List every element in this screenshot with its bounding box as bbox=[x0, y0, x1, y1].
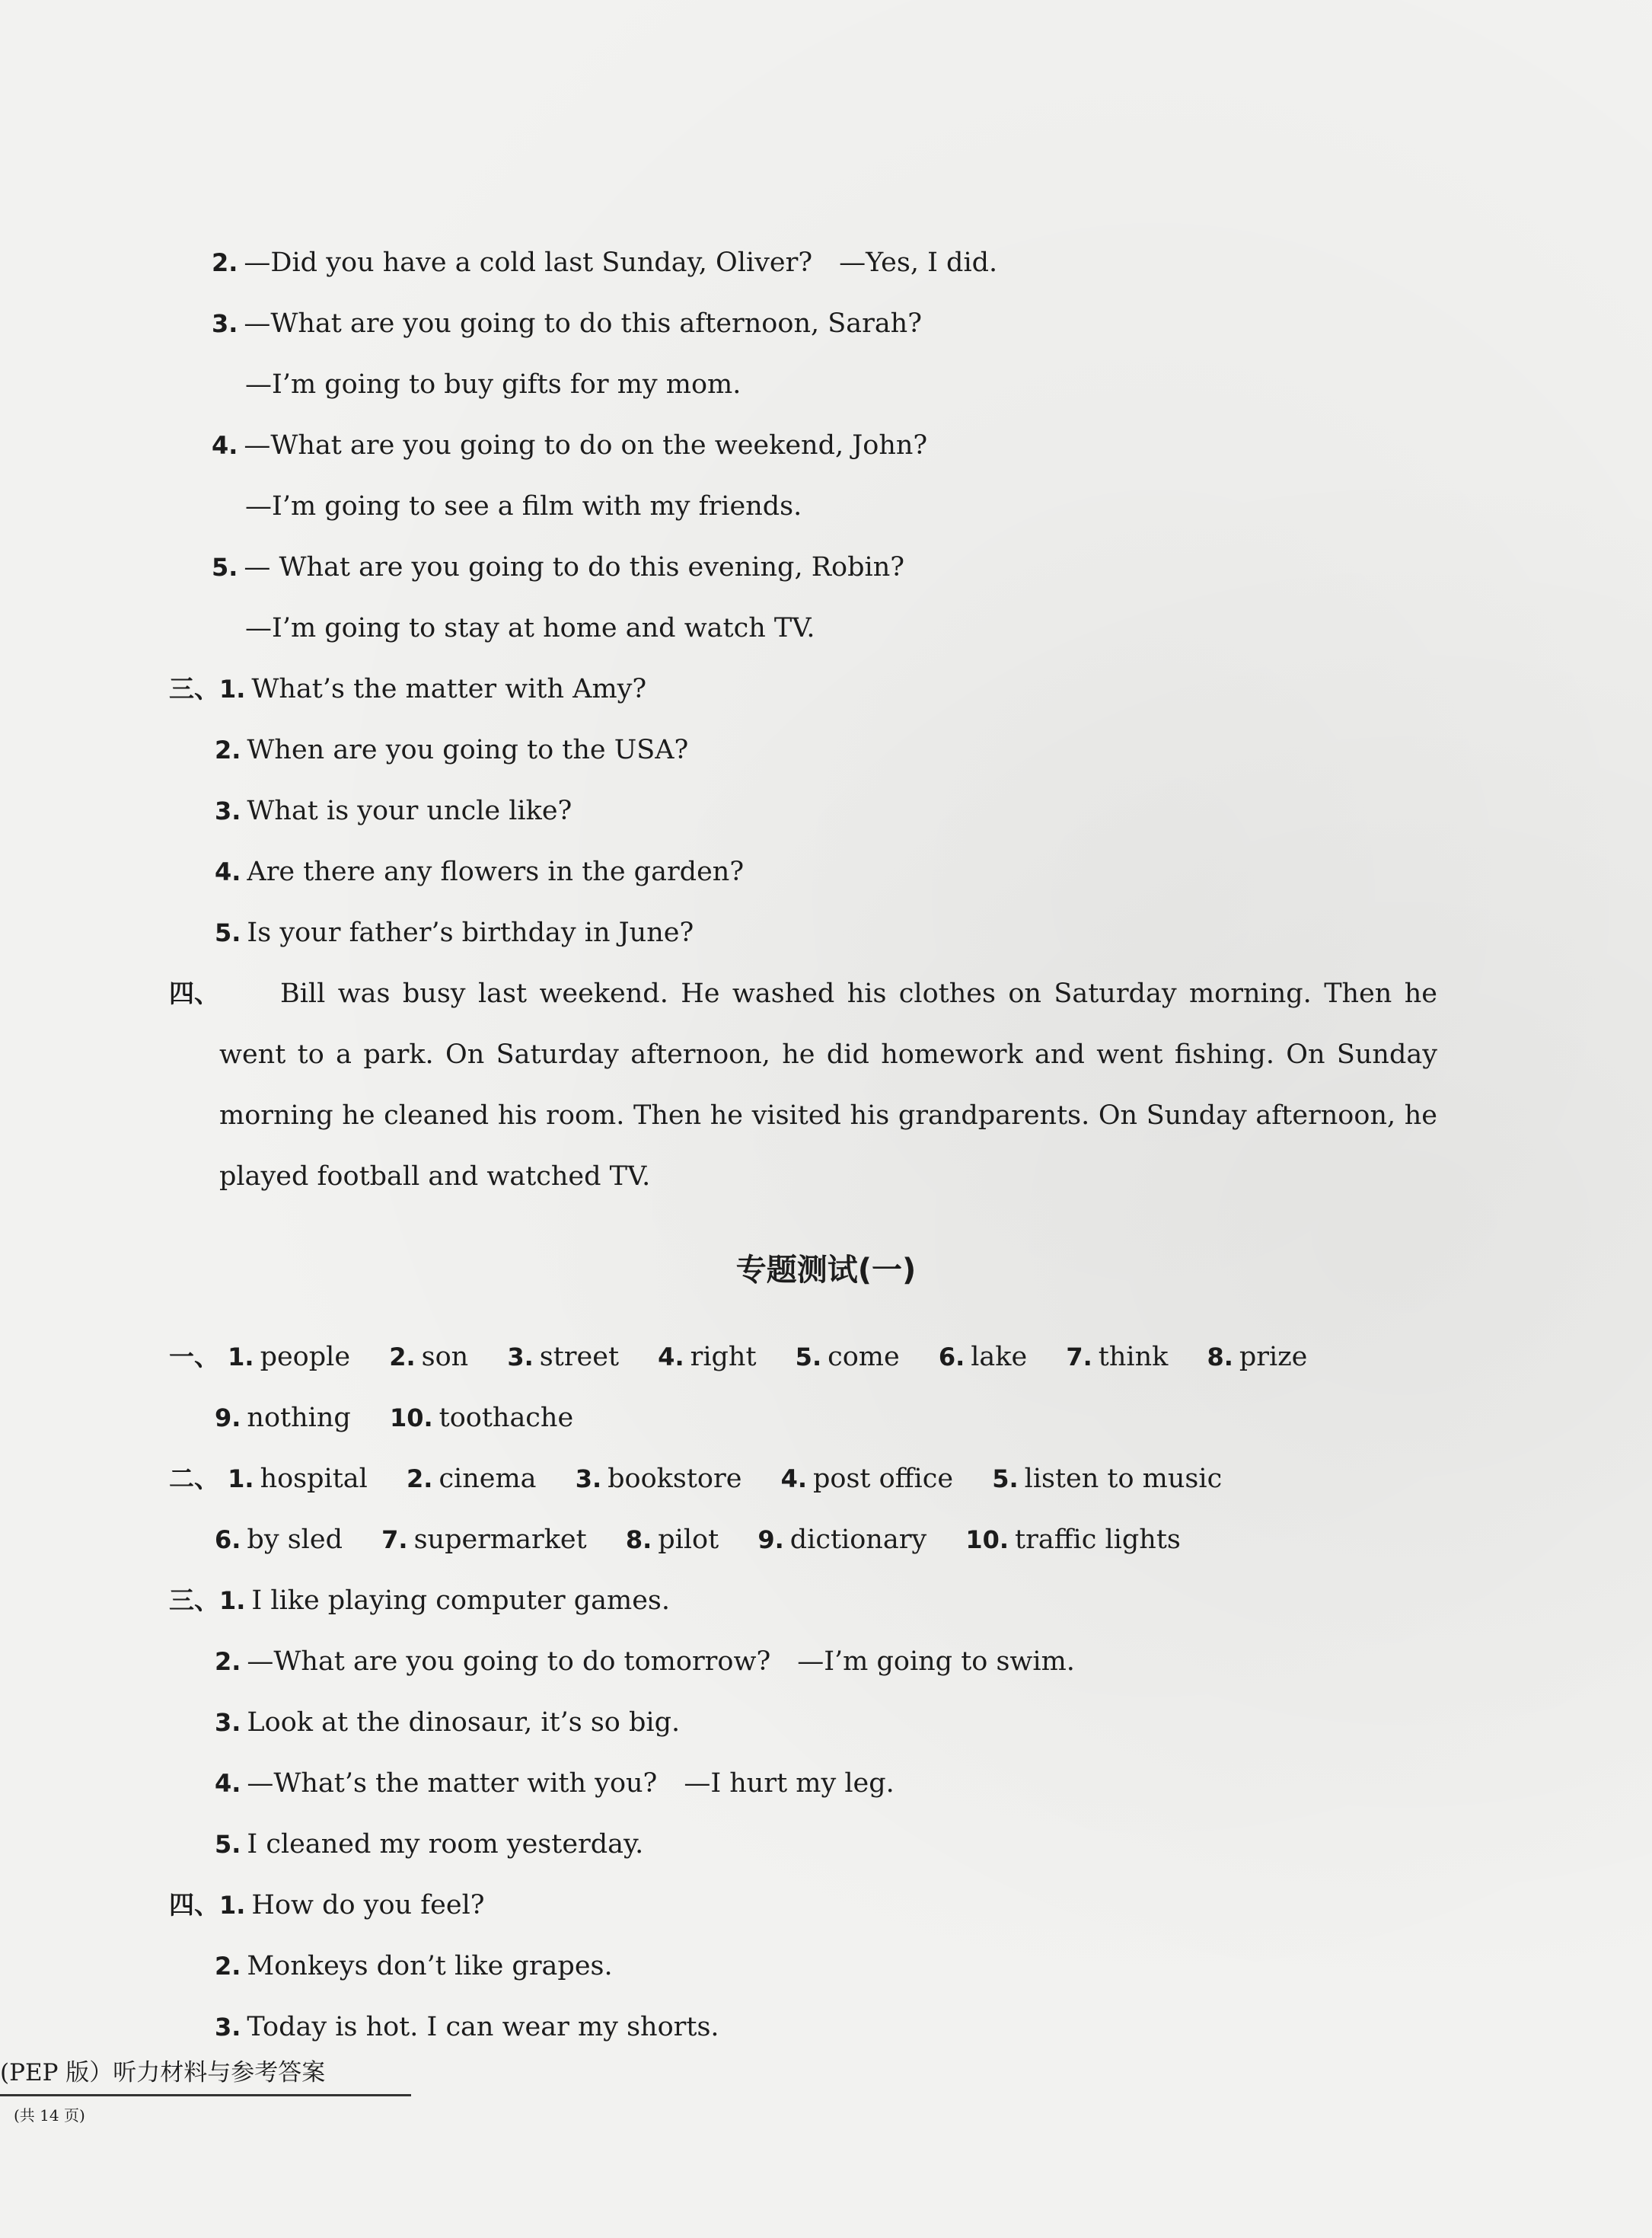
answer-item: 2. son bbox=[389, 1342, 469, 1372]
listening-item-answer: —I’m going to buy gifts for my mom. bbox=[245, 369, 741, 400]
test1-part3-item: 三、1. I like playing computer games. bbox=[169, 1585, 671, 1616]
listening-item: 4. —What are you going to do on the weekend, John? bbox=[212, 430, 928, 461]
listening-part3-item: 3. What is your uncle like? bbox=[215, 796, 572, 826]
answer-item: 4. right bbox=[658, 1342, 757, 1372]
listening-part4-label: 四、 bbox=[169, 979, 219, 1008]
test1-part3-item: 3. Look at the dinosaur, it’s so big. bbox=[215, 1707, 681, 1738]
listening-part3-item: 5. Is your father’s birthday in June? bbox=[215, 918, 694, 948]
answer-item: 9. dictionary bbox=[757, 1524, 927, 1555]
footer-rule bbox=[0, 2094, 411, 2096]
answer-item: 7. think bbox=[1066, 1342, 1169, 1372]
answer-item: 8. prize bbox=[1207, 1342, 1308, 1372]
test1-part2-row: 二、 1. hospital 2. cinema 3. bookstore 4. post office 5. listen to music bbox=[169, 1460, 1252, 1498]
listening-item: 2. —Did you have a cold last Sunday, Oliver? —Yes, I did. bbox=[212, 247, 998, 278]
test1-part4-item: 2. Monkeys don’t like grapes. bbox=[215, 1951, 613, 1981]
listening-part4-paragraph: Bill was busy last weekend. He washed his clothes on Saturday morning. Then he went to a park. On Saturday afternoon, he did homework and went fishing. On Sunday morning he cleaned his room. Then he visited his grandparents. On Sunday afternoon, he played football and watched TV. bbox=[219, 979, 1437, 1192]
test1-part2-row bbox=[215, 1521, 1211, 1559]
listening-part3-item: 4. Are there any flowers in the garden? bbox=[215, 857, 745, 887]
listening-item-answer: —I’m going to see a film with my friends. bbox=[245, 491, 802, 522]
footer-label: (PEP 版）听力材料与参考答案 bbox=[0, 2059, 326, 2086]
answer-item: 10. traffic lights bbox=[965, 1524, 1181, 1555]
answer-item: 8. pilot bbox=[625, 1524, 719, 1555]
answer-item: 9. nothing bbox=[215, 1403, 351, 1433]
answer-item: 5. come bbox=[795, 1342, 900, 1372]
test1-part3-item: 2. —What are you going to do tomorrow? —I’m going to swim. bbox=[215, 1646, 1075, 1677]
listening-item: 3. —What are you going to do this afternoon, Sarah? bbox=[212, 308, 922, 339]
answer-item: 5. listen to music bbox=[992, 1464, 1223, 1494]
answer-item: 3. bookstore bbox=[575, 1464, 742, 1494]
answer-item: 3. street bbox=[507, 1342, 620, 1372]
footer-page-count: (共 14 页) bbox=[14, 2106, 85, 2125]
test1-part3-item: 5. I cleaned my room yesterday. bbox=[215, 1829, 644, 1860]
answer-item: 6. by sled bbox=[215, 1524, 343, 1555]
test1-part4-item: 四、1. How do you feel? bbox=[169, 1890, 485, 1920]
test1-part1-row bbox=[215, 1399, 604, 1437]
answer-item: 1. hospital bbox=[228, 1464, 368, 1494]
section-title: 专题测试(一) bbox=[735, 1253, 917, 1288]
listening-part3-item: 2. When are you going to the USA? bbox=[215, 735, 689, 765]
listening-part3-item: 三、1. What’s the matter with Amy? bbox=[169, 674, 647, 704]
answer-item: 10. toothache bbox=[389, 1403, 574, 1433]
test1-part1-row: 一、 1. people 2. son 3. street 4. right 5. come 6. lake 7. think 8. prize bbox=[169, 1338, 1338, 1376]
answer-item: 6. lake bbox=[938, 1342, 1028, 1372]
answer-item: 4. post office bbox=[780, 1464, 954, 1494]
listening-item: 5. — What are you going to do this evening, Robin? bbox=[212, 552, 905, 583]
answer-item: 2. cinema bbox=[407, 1464, 537, 1494]
listening-item-answer: —I’m going to stay at home and watch TV. bbox=[245, 613, 815, 643]
answer-item: 1. people bbox=[228, 1342, 351, 1372]
test1-part4-item: 3. Today is hot. I can wear my shorts. bbox=[215, 2012, 719, 2042]
answer-item: 7. supermarket bbox=[381, 1524, 587, 1555]
test1-part3-item: 4. —What’s the matter with you? —I hurt my leg. bbox=[215, 1768, 895, 1799]
